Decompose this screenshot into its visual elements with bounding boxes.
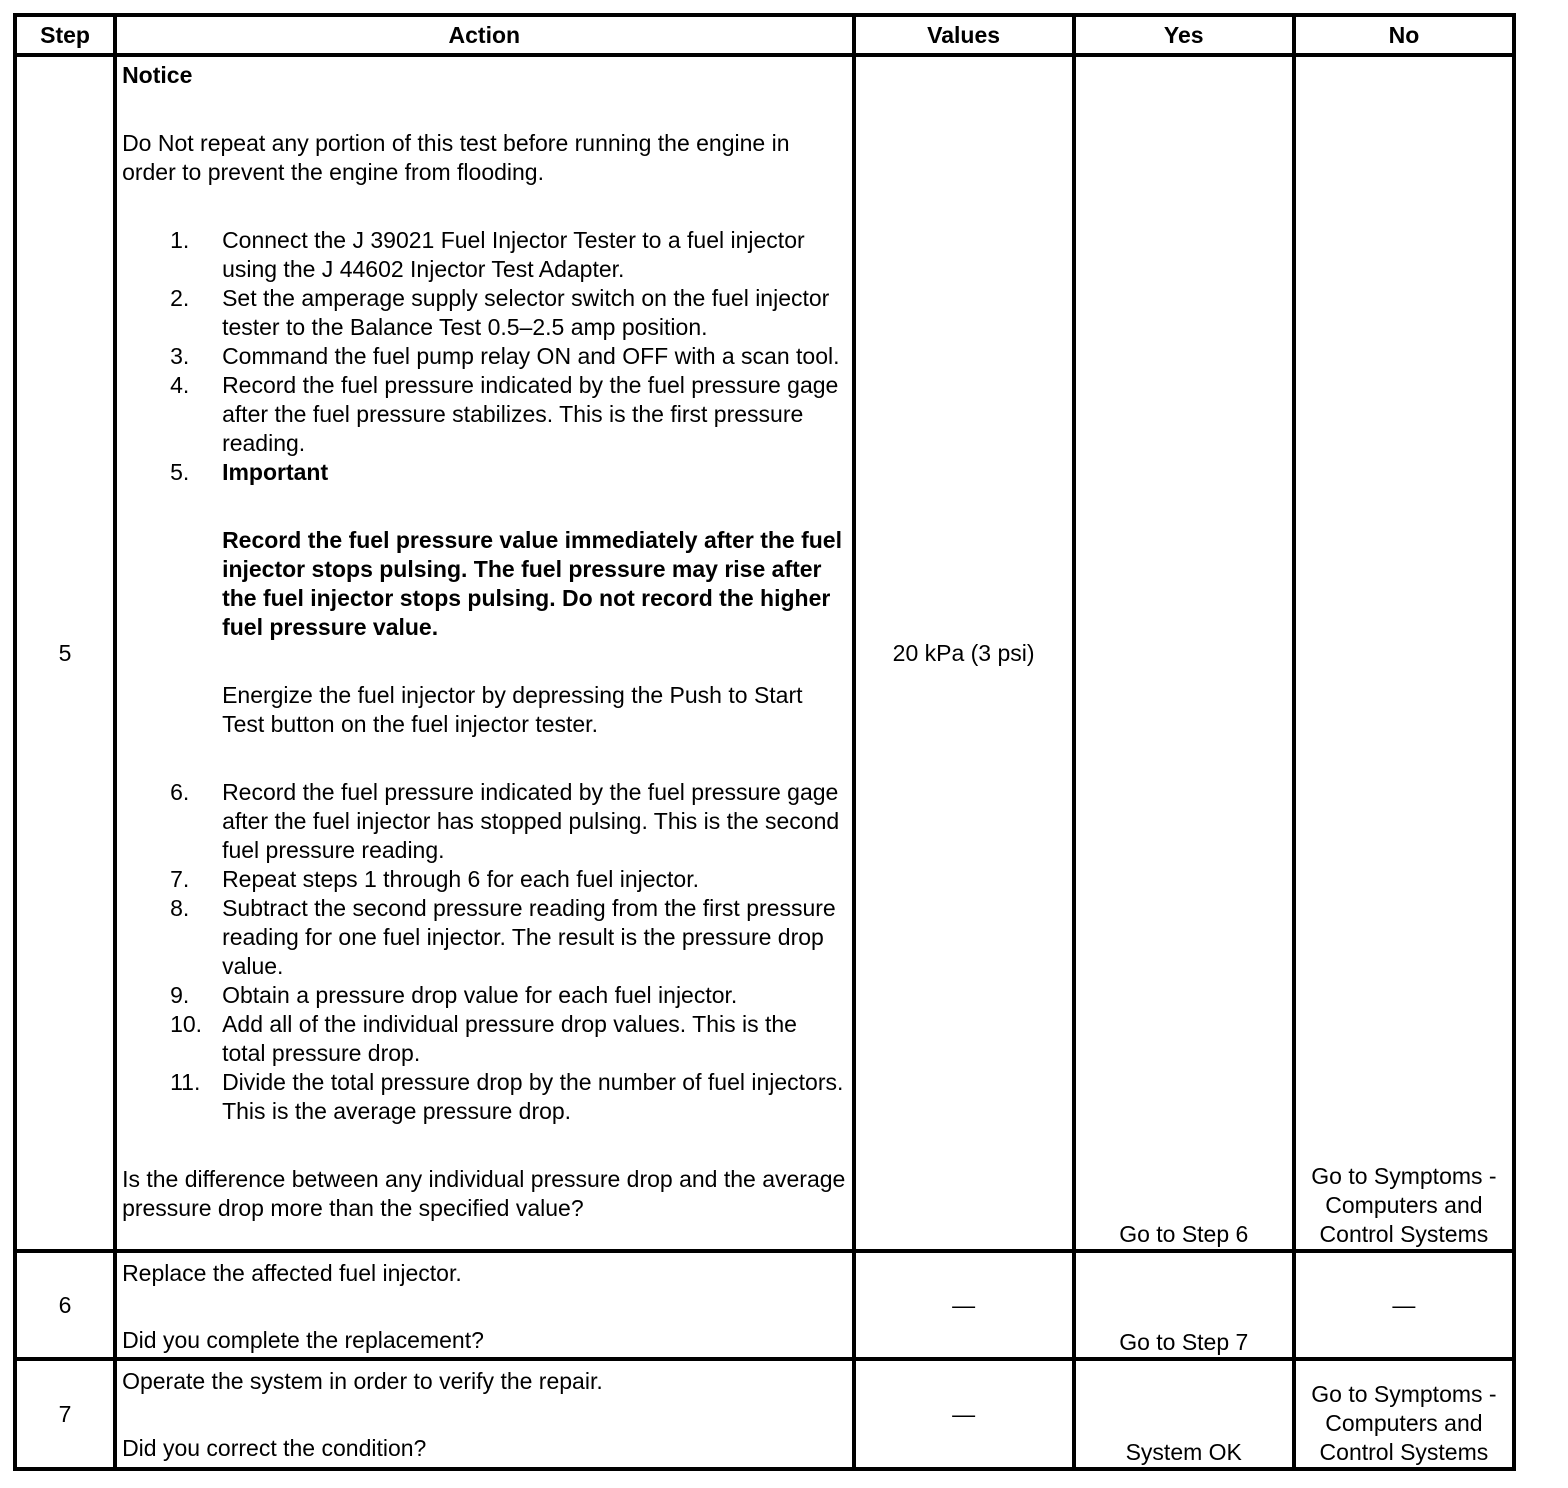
list-item: 8. Subtract the second pressure reading from the first pressure reading for one fuel injector. The result is the pressure drop value.	[170, 895, 836, 979]
header-yes: Yes	[1074, 15, 1294, 55]
table-row-step-6	[15, 1251, 1514, 1359]
decision-question: Is the difference between any individual pressure drop and the average pressure drop more than the specified value?	[122, 1166, 846, 1221]
no-cell: —	[1294, 1251, 1514, 1359]
list-item: 10. Add all of the individual pressure drop values. This is the total pressure drop.	[170, 1011, 797, 1066]
header-values: Values	[854, 15, 1074, 55]
diagnostic-table	[13, 13, 1516, 1471]
step-number: 5	[15, 55, 115, 1251]
list-item: 6. Record the fuel pressure indicated by the fuel pressure gage after the fuel injector has stopped pulsing. This is the second fuel pressure reading.	[170, 779, 840, 863]
value-cell: —	[854, 1251, 1074, 1359]
important-title: Important	[222, 459, 329, 485]
header-action: Action	[115, 15, 853, 55]
action-cell	[115, 1251, 853, 1359]
list-item: 2. Set the amperage supply selector switch on the fuel injector tester to the Balance Test 0.5–2.5 amp position.	[170, 285, 830, 340]
procedure-list-a	[122, 226, 846, 1126]
list-item: 11. Divide the total pressure drop by the number of fuel injectors. This is the average pressure drop.	[170, 1069, 844, 1124]
value-cell: 20 kPa (3 psi)	[854, 55, 1074, 1251]
header-step: Step	[15, 15, 115, 55]
no-cell: Go to Symptoms - Computers and Control Systems	[1294, 55, 1514, 1251]
notice-title: Notice	[122, 62, 193, 88]
notice-text: Do Not repeat any portion of this test before running the engine in order to prevent the engine from flooding.	[122, 130, 790, 185]
action-text: Operate the system in order to verify the repair.	[122, 1368, 603, 1394]
table-row-step-5	[15, 55, 1514, 1251]
decision-question: Did you complete the replacement?	[122, 1327, 484, 1353]
list-item: 7. Repeat steps 1 through 6 for each fuel injector.	[170, 866, 699, 892]
yes-cell: System OK	[1074, 1359, 1294, 1469]
list-item: 1. Connect the J 39021 Fuel Injector Tester to a fuel injector using the J 44602 Injector Test Adapter.	[170, 227, 805, 282]
important-text: Record the fuel pressure value immediately after the fuel injector stops pulsing. The fuel pressure may rise after the fuel injector stops pulsing. Do not record the higher fuel pressure value.	[222, 527, 842, 640]
header-no: No	[1294, 15, 1514, 55]
value-cell: —	[854, 1359, 1074, 1469]
action-cell	[115, 55, 853, 1251]
yes-cell: Go to Step 6	[1074, 55, 1294, 1251]
no-cell: Go to Symptoms - Computers and Control Systems	[1294, 1359, 1514, 1469]
table-row-step-7	[15, 1359, 1514, 1469]
decision-question: Did you correct the condition?	[122, 1435, 427, 1461]
step-number: 7	[15, 1359, 115, 1469]
header-row	[15, 15, 1514, 55]
action-text: Replace the affected fuel injector.	[122, 1260, 462, 1286]
list-item: 9. Obtain a pressure drop value for each fuel injector.	[170, 982, 738, 1008]
action-cell	[115, 1359, 853, 1469]
list-item: 3. Command the fuel pump relay ON and OFF with a scan tool.	[170, 343, 840, 369]
step-number: 6	[15, 1251, 115, 1359]
list-item-important: 5. Important Record the fuel pressure value immediately after the fuel injector stops pulsing. The fuel pressure may rise after the fuel injector stops pulsing. Do not record the higher fuel pressure value. Energize the fuel injector by depressing the Push to Start Test button on the fuel injector tester.	[170, 459, 842, 737]
yes-cell: Go to Step 7	[1074, 1251, 1294, 1359]
list-item: 4. Record the fuel pressure indicated by the fuel pressure gage after the fuel pressure stabilizes. This is the first pressure reading.	[170, 372, 839, 456]
energize-text: Energize the fuel injector by depressing the Push to Start Test button on the fuel injector tester.	[222, 682, 803, 737]
